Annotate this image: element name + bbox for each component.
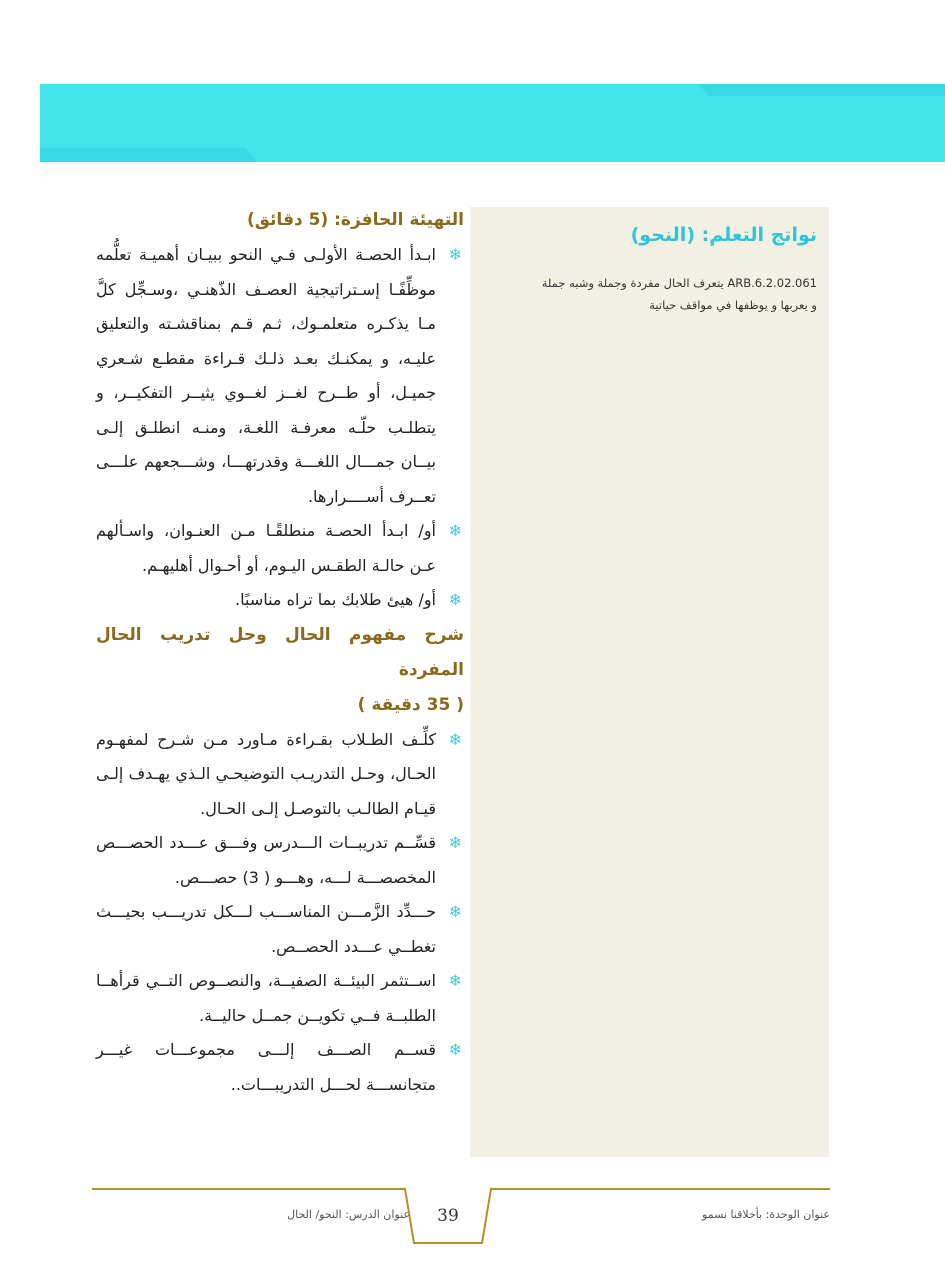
snowflake-bullet-icon: ❄ (448, 245, 462, 264)
explanation-list (96, 723, 464, 1103)
list-item: ❄ ابـدأ الحصـة الأولـى فـي النحو ببيـان أهميـة تعلُّمه موظِّفًـا إسـتراتيجية العصـف الذّهنـي ،وسـجِّل كلَّ مـا يذكـره متعلمـوك، ثـم قـم بمناقشـته والتعليق عليـه، و يمكنـك بعـد ذلـك قـراءة مقطـع شـعري جميـل، أو طــرح لغــز لغــوي يثيــر التفكيــر، و يتطلـب حلّـه معرفـة اللغـة، ومنـه انطلـق إلـى بيــان جمـــال اللغـــة وقدرتهـــا، وشـــجعهم علـــى تعــرف أســــرارها. (96, 238, 464, 514)
snowflake-bullet-icon: ❄ (448, 590, 462, 609)
list-item: ❄ حـــدِّد الزَّمـــن المناســـب لـــكل تدريـــب بحيـــث تغطــي عـــدد الحصــص. (96, 895, 464, 964)
snowflake-bullet-icon: ❄ (448, 971, 462, 990)
outcome-line: و يعربها و يوظفها في مواقف حياتية (649, 298, 817, 312)
list-item: ❄ أو/ ابـدأ الحصـة منطلقًـا مـن العنـوان، واسـألهم عـن حالـة الطقـس اليـوم، أو أحـوال أهليهـم. (96, 514, 464, 583)
lesson-title: عنوان الدرس: النحو/ الحال (287, 1208, 410, 1221)
outcome-line: ARB.6.2.02.061 يتعرف الحال مفردة وجملة وشبه جملة (541, 276, 817, 290)
snowflake-bullet-icon: ❄ (448, 729, 462, 749)
list-item: ❄ قســم الصـــف إلـــى مجموعـــات غيـــر متجانســـة لحـــل التدريبـــات.. (96, 1033, 464, 1102)
list-item: ❄ قسِّــم تدريبــات الـــدرس وفـــق عـــدد الحصـــص المخصصـــة لـــه، وهـــو ( 3) حصـــص. (96, 826, 464, 895)
snowflake-bullet-icon: ❄ (448, 1040, 462, 1059)
warmup-list (96, 238, 464, 618)
snowflake-bullet-icon: ❄ (448, 521, 462, 540)
list-item: ❄ اســتثمر البيئــة الصفيــة، والنصــوص التــي قرأهــا الطلبــة فــي تكويــن جمــل حاليــة. (96, 964, 464, 1033)
header-banner (0, 0, 945, 175)
page-number: 39 (437, 1206, 459, 1226)
outcomes-title: نواتج التعلم: (النحو) (630, 224, 817, 246)
outcomes-text (487, 272, 817, 316)
list-item: ❄ أو/ هيئ طلابك بما تراه مناسبًا. (96, 583, 464, 618)
outcomes-panel (470, 207, 829, 1157)
unit-title: عنوان الوحدة: بأخلاقنا نسمو (702, 1208, 830, 1221)
snowflake-bullet-icon: ❄ (448, 902, 462, 921)
warmup-heading: التهيئة الحافزة: (5 دقائق) (246, 210, 464, 230)
explanation-duration: ( 35 دقيقة ) (357, 694, 464, 715)
explanation-heading: شرح مفهوم الحال وحل تدريب الحال المفردة (96, 624, 464, 680)
snowflake-bullet-icon: ❄ (448, 833, 462, 852)
lesson-content (96, 203, 464, 1102)
list-item: ❄ كلِّـف الطـلاب بقـراءة مـاورد مـن شـرح لمفهـوم الحـال، وحـل التدريـب التوضيحـي الـذي يهـدف إلـى قيـام الطالـب بالتوصـل إلـى الحـال. (96, 723, 464, 827)
